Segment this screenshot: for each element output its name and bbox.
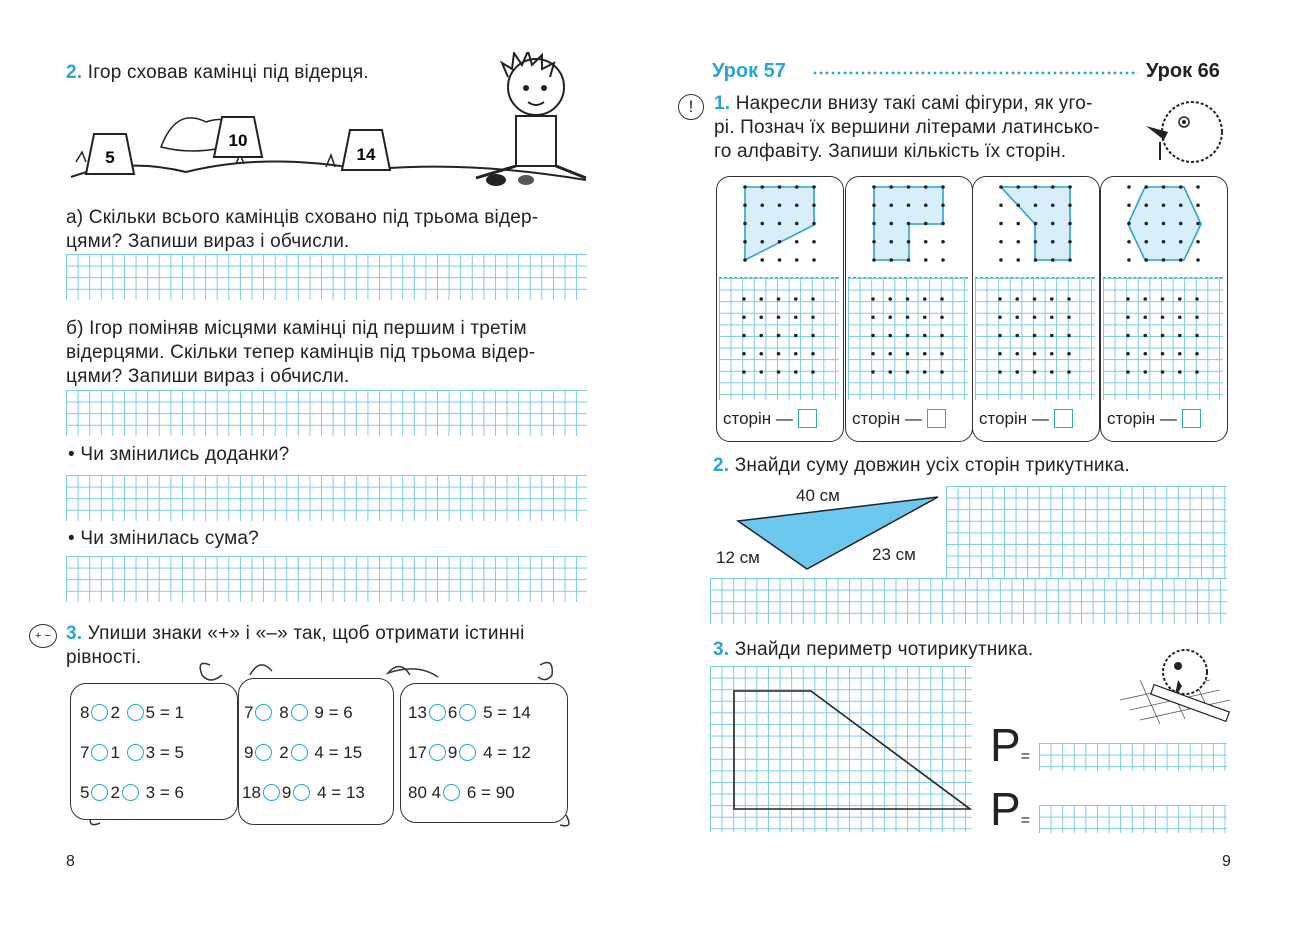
sign-slot[interactable] <box>443 784 460 801</box>
equation-2-1: 7 8 9 = 6 <box>244 703 353 722</box>
sign-slot[interactable] <box>255 704 272 721</box>
answer-grid-a[interactable] <box>66 254 587 300</box>
task2-part-a: а) Скільки всього камінців сховано під трьома відер- цями? Запиши вираз і обчисли. <box>66 207 539 252</box>
sides-count-label-4: сторін — <box>1107 409 1201 429</box>
sides-answer-box[interactable] <box>927 409 946 428</box>
perimeter-label-1: P= <box>990 719 1031 771</box>
equation-2-3: 18 9 4 = 13 <box>242 783 365 802</box>
answer-grid-sum[interactable] <box>66 556 587 602</box>
task1-heading: 1. Накресли внизу такі самі фігури, як уго- рі. Познач їх вершини літерами латинсько- го алфавіту. Запиши кількість їх сторін. <box>714 93 1100 162</box>
task2-title: Ігор сховав камінці під відерця. <box>87 62 369 83</box>
answer-grid-triangle-upper[interactable] <box>946 486 1227 578</box>
task2-right-heading: 2. Знайди суму довжин усіх сторін трикутника. <box>713 455 1130 476</box>
lesson-label-left: Урок 57 <box>712 60 786 82</box>
lesson-label-right: Урок 66 <box>1146 60 1220 82</box>
bucket-5 <box>86 134 134 174</box>
task2-part-b: б) Ігор поміняв місцями камінці під першим і третім відерцями. Скільки тепер камінців під трьома відер- цями? Запиши вираз і обчисли. <box>66 318 536 387</box>
dot-grid-3 <box>973 277 1099 407</box>
task3-heading: 3. Упиши знаки «+» і «–» так, щоб отримати істинні рівності. <box>66 623 525 668</box>
sign-slot[interactable] <box>122 784 139 801</box>
svg-text:14: 14 <box>356 145 376 164</box>
plus-minus-icon: + − <box>29 624 57 648</box>
equation-1-2: 7 1 3 = 5 <box>80 743 184 762</box>
figure-shape-2 <box>846 177 972 277</box>
answer-grid-addends[interactable] <box>66 475 587 521</box>
side-label-40: 40 см <box>796 486 840 505</box>
sign-slot[interactable] <box>127 744 144 761</box>
bucket-14 <box>342 130 390 170</box>
boy-with-buckets-illustration <box>66 52 591 197</box>
sign-slot[interactable] <box>429 704 446 721</box>
figure-shape-3 <box>973 177 1099 277</box>
sign-slot[interactable] <box>255 744 272 761</box>
equation-2-2: 9 2 4 = 15 <box>244 743 363 762</box>
task2-heading: 2. Ігор сховав камінці під відерця. <box>66 62 369 83</box>
sign-slot[interactable] <box>91 704 108 721</box>
dot-grid-2 <box>846 277 972 407</box>
question-addends: • Чи змінились доданки? <box>68 444 290 465</box>
equation-1-3: 5 2 3 = 6 <box>80 783 184 802</box>
sides-count-label-1: сторін — <box>723 409 817 429</box>
sides-count-label-2: сторін — <box>852 409 946 429</box>
sides-answer-box[interactable] <box>1054 409 1073 428</box>
sign-slot[interactable] <box>293 784 310 801</box>
figure-shape-4 <box>1101 177 1227 277</box>
dot-grid-4 <box>1101 277 1227 407</box>
sign-slot[interactable] <box>291 704 308 721</box>
important-icon: ! <box>678 94 704 120</box>
figure-card-2 <box>845 176 973 442</box>
equation-3-1: 13 6 5 = 14 <box>408 703 531 722</box>
figure-card-1 <box>716 176 844 442</box>
figure-card-3 <box>972 176 1100 442</box>
dot-grid-1 <box>717 277 843 407</box>
answer-grid-triangle-lower[interactable] <box>710 578 1227 624</box>
perimeter-label-2: P= <box>990 783 1031 835</box>
sign-slot[interactable] <box>459 704 476 721</box>
sides-answer-box[interactable] <box>798 409 817 428</box>
bird-with-ruler-illustration <box>1110 640 1230 728</box>
answer-grid-b[interactable] <box>66 390 587 436</box>
sides-count-label-3: сторін — <box>979 409 1073 429</box>
hedgehog-bird-illustration <box>1140 92 1232 174</box>
sign-slot[interactable] <box>91 744 108 761</box>
sign-slot[interactable] <box>459 744 476 761</box>
perimeter-answer-1[interactable] <box>1039 743 1227 771</box>
sign-slot[interactable] <box>91 784 108 801</box>
sign-slot[interactable] <box>291 744 308 761</box>
question-sum: • Чи змінилась сума? <box>68 528 259 549</box>
equation-3-3: 80 4 6 = 90 <box>408 783 515 802</box>
side-label-12: 12 см <box>716 548 760 567</box>
perimeter-answer-2[interactable] <box>1039 805 1227 833</box>
boy-figure <box>476 52 586 186</box>
sign-slot[interactable] <box>429 744 446 761</box>
bucket-10 <box>214 117 262 157</box>
svg-text:10: 10 <box>228 131 248 150</box>
page-number-right: 9 <box>1222 853 1231 870</box>
quadrilateral-figure <box>710 666 975 836</box>
sign-slot[interactable] <box>127 704 144 721</box>
equation-3-2: 17 9 4 = 12 <box>408 743 531 762</box>
equation-1-1: 8 2 5 = 1 <box>80 703 184 722</box>
sign-slot[interactable] <box>263 784 280 801</box>
svg-text:5: 5 <box>105 148 115 167</box>
figure-shape-1 <box>717 177 843 277</box>
sides-answer-box[interactable] <box>1182 409 1201 428</box>
figure-card-4 <box>1100 176 1228 442</box>
task3-right-heading: 3. Знайди периметр чотирикутника. <box>713 639 1034 660</box>
page-number-left: 8 <box>66 853 75 870</box>
quadrilateral-shape <box>734 691 970 809</box>
side-label-23: 23 см <box>872 545 916 564</box>
header-divider <box>812 70 1138 76</box>
